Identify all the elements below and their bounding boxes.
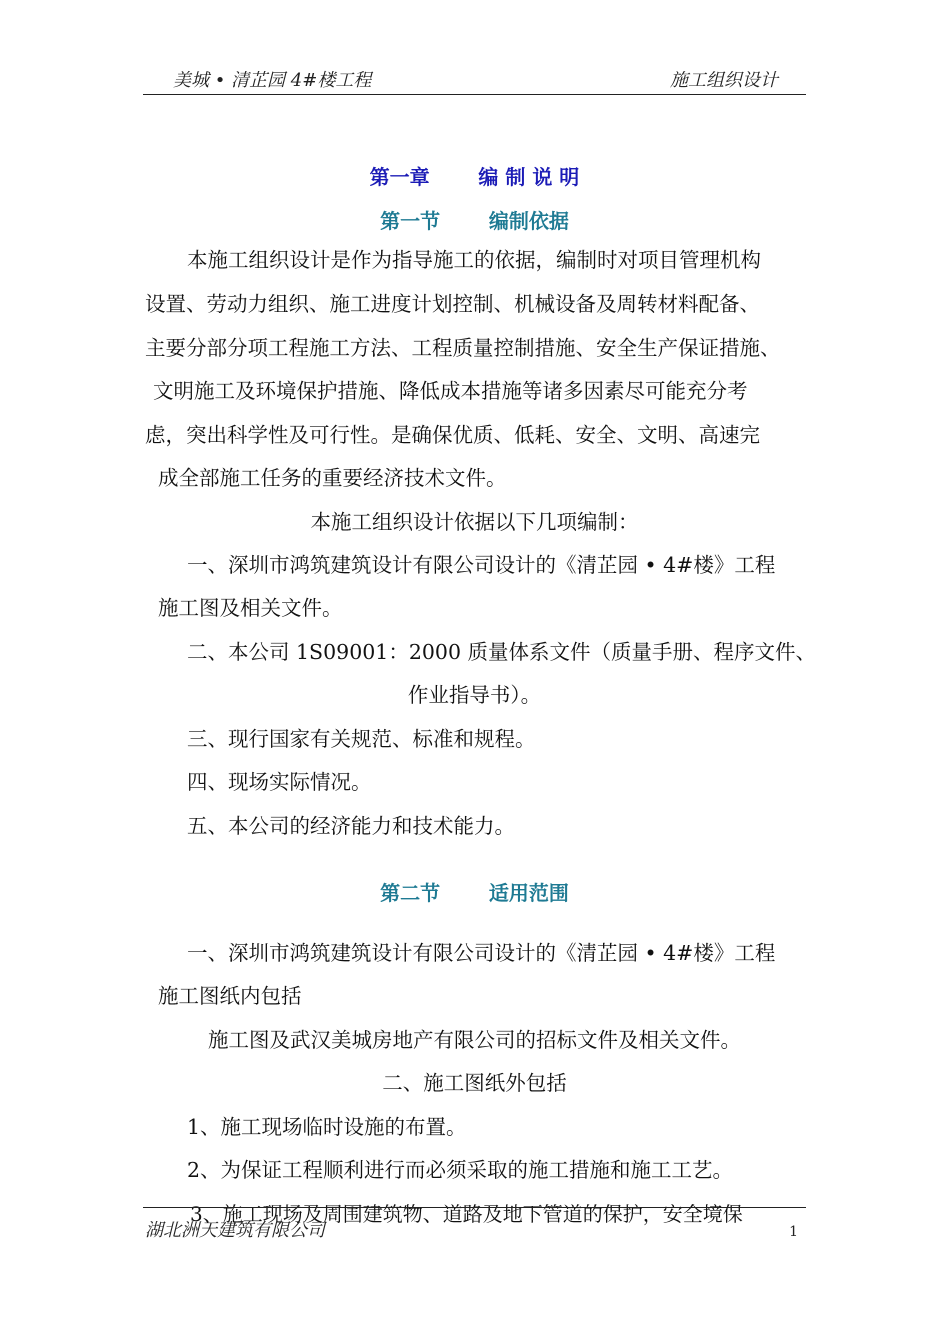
list-item: 一、深圳市鸿筑建筑设计有限公司设计的《清芷园 • 4#楼》工程 bbox=[187, 553, 776, 577]
list-item: 二、施工图纸外包括 bbox=[382, 1071, 567, 1095]
list-item: 一、深圳市鸿筑建筑设计有限公司设计的《清芷园 • 4#楼》工程 bbox=[187, 941, 776, 965]
header-document-type: 施工组织设计 bbox=[670, 70, 778, 91]
page-number: 1 bbox=[789, 1224, 798, 1240]
paragraph-line: 设置、劳动力组织、施工进度计划控制、机械设备及周转材料配备、 bbox=[145, 292, 760, 316]
list-item: 1、施工现场临时设施的布置。 bbox=[187, 1115, 467, 1139]
paragraph-line: 虑，突出科学性及可行性。是确保优质、低耗、安全、文明、高速完 bbox=[145, 423, 760, 447]
footer-company-name: 湖北洲天建筑有限公司 bbox=[145, 1220, 325, 1241]
paragraph-line: 文明施工及环境保护措施、降低成本措施等诸多因素尽可能充分考 bbox=[153, 379, 748, 403]
list-item: 2、为保证工程顺利进行而必须采取的施工措施和施工工艺。 bbox=[187, 1158, 734, 1182]
paragraph-line: 主要分部分项工程施工方法、工程质量控制措施、安全生产保证措施、 bbox=[145, 336, 781, 360]
page-header bbox=[143, 62, 806, 95]
list-item: 四、现场实际情况。 bbox=[187, 770, 372, 794]
section-title-scope: 第二节 适用范围 bbox=[380, 881, 569, 905]
chapter-title: 第一章 编 制 说 明 bbox=[369, 165, 580, 189]
paragraph-line: 本施工组织设计是作为指导施工的依据，编制时对项目管理机构 bbox=[187, 248, 761, 272]
list-item-continuation: 施工图及相关文件。 bbox=[158, 596, 343, 620]
paragraph-line: 成全部施工任务的重要经济技术文件。 bbox=[158, 466, 507, 490]
list-item-continuation: 施工图纸内包括 bbox=[158, 984, 302, 1008]
list-item: 二、本公司 1S09001：2000 质量体系文件（质量手册、程序文件、 bbox=[187, 640, 817, 664]
list-item: 三、现行国家有关规范、标准和规程。 bbox=[187, 727, 536, 751]
paragraph-line: 施工图及武汉美城房地产有限公司的招标文件及相关文件。 bbox=[208, 1028, 741, 1052]
section-title-basis: 第一节 编制依据 bbox=[380, 209, 569, 233]
header-project-title: 美城 • 清芷园 4#楼工程 bbox=[173, 70, 372, 91]
list-item-continuation: 作业指导书）。 bbox=[407, 683, 542, 707]
page-footer bbox=[143, 1207, 806, 1248]
paragraph-line: 本施工组织设计依据以下几项编制： bbox=[310, 510, 639, 534]
list-item: 五、本公司的经济能力和技术能力。 bbox=[187, 814, 515, 838]
list-item: 3、施工现场及周围建筑物、道路及地下管道的保护，安全境保 bbox=[190, 1202, 743, 1226]
